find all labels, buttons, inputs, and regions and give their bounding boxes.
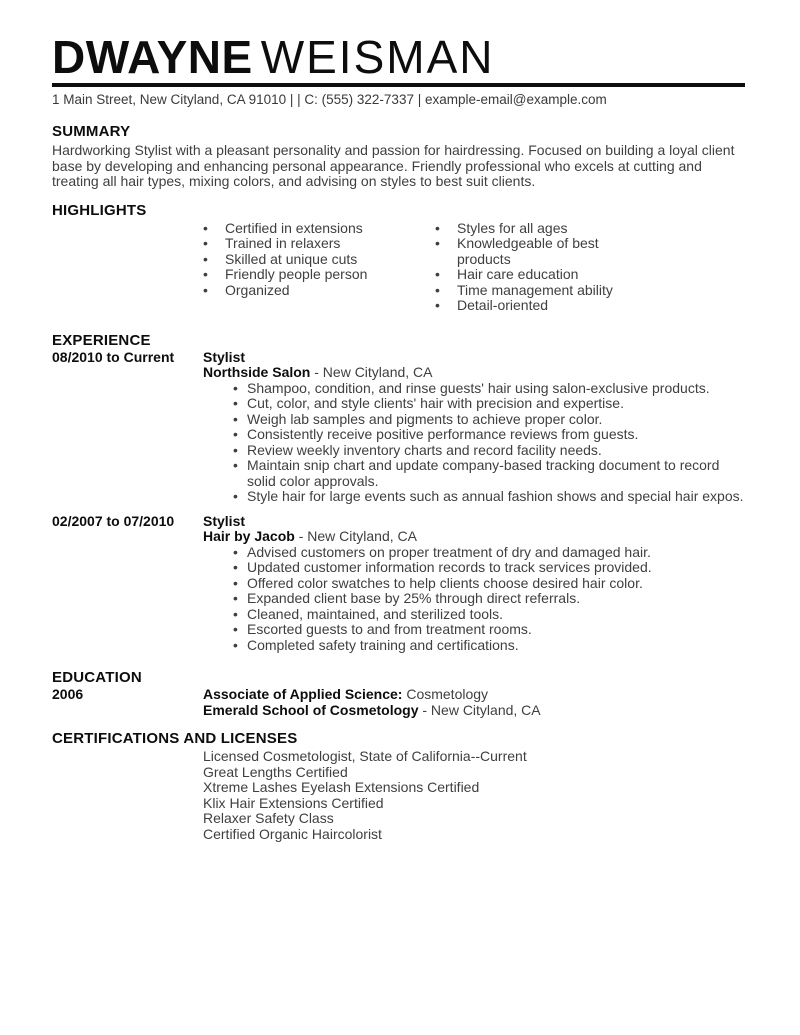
job-entry (52, 350, 745, 505)
highlight-item: • Knowledgeable of best products (435, 236, 637, 267)
education-school-location: - New Cityland, CA (422, 701, 541, 718)
certification-item: Klix Hair Extensions Certified (203, 794, 384, 811)
highlight-item: • Friendly people person (203, 267, 435, 283)
highlight-item: • Detail-oriented (435, 298, 637, 314)
header-rule (52, 83, 745, 87)
highlight-item: • Time management ability (435, 283, 637, 299)
certifications-list (203, 749, 745, 842)
job-company: Hair by Jacob (203, 528, 295, 544)
education-heading: EDUCATION (52, 669, 142, 686)
resume-header (52, 31, 745, 108)
job-bullet: • Expanded client base by 25% through direct referrals. (233, 591, 745, 607)
education-degree: Associate of Applied Science: (203, 686, 403, 702)
education-section (52, 669, 745, 718)
summary-text: Hardworking Stylist with a pleasant personality and passion for hairdressing. Focused on building a loyal client base by developing and enhancing personal appearance. Friendly professional who excels at cutting and treating all hair types, mixing colors, and advising on styles to best suit clients. (52, 142, 735, 189)
job-bullet: • Completed safety training and certifications. (233, 638, 745, 654)
highlights-columns (203, 221, 745, 314)
job-bullet: • Offered color swatches to help clients choose desired hair color. (233, 576, 745, 592)
job-dates: 08/2010 to Current (52, 348, 175, 365)
certification-item: Certified Organic Haircolorist (203, 825, 382, 842)
education-year: 2006 (52, 686, 84, 702)
certification-item: Xtreme Lashes Eyelash Extensions Certified (203, 779, 480, 795)
summary-section (52, 123, 745, 190)
job-bullet: • Weigh lab samples and pigments to achieve proper color. (233, 412, 745, 428)
job-details (203, 350, 745, 505)
highlight-item: • Trained in relaxers (203, 236, 435, 252)
job-entry (52, 514, 745, 654)
first-name: DWAYNE (52, 31, 253, 83)
certification-item: Great Lengths Certified (203, 763, 348, 780)
education-degree-line (203, 687, 745, 703)
education-school: Emerald School of Cosmetology (203, 701, 419, 718)
job-bullet: • Updated customer information records to track services provided. (233, 560, 745, 576)
job-bullet: • Cut, color, and style clients' hair with precision and expertise. (233, 396, 745, 412)
education-entry (52, 687, 745, 718)
job-bullet: • Review weekly inventory charts and record facility needs. (233, 443, 745, 459)
highlight-item: • Styles for all ages (435, 221, 637, 237)
person-name (52, 31, 745, 83)
education-details (203, 687, 745, 718)
job-bullet: • Consistently receive positive performance reviews from guests. (233, 427, 745, 443)
job-company-line (203, 365, 745, 381)
contact-line: 1 Main Street, New Cityland, CA 91010 | | C: (555) 322-7337 | example-email@example.com (52, 92, 607, 107)
job-bullet: • Escorted guests to and from treatment rooms. (233, 622, 745, 638)
experience-heading: EXPERIENCE (52, 331, 151, 349)
job-company: Northside Salon (203, 364, 311, 380)
summary-heading: SUMMARY (52, 123, 131, 140)
experience-section (52, 332, 745, 654)
highlight-item: • Certified in extensions (203, 221, 435, 237)
last-name: WEISMAN (260, 31, 495, 83)
job-role: Stylist (203, 348, 246, 365)
job-role: Stylist (203, 512, 246, 529)
education-school-line (203, 703, 745, 719)
certification-item: Licensed Cosmetologist, State of California--Current (203, 748, 527, 764)
job-company-line (203, 529, 745, 545)
job-bullet: • Style hair for large events such as annual fashion shows and special hair expos. (233, 489, 745, 505)
highlight-item: • Organized (203, 283, 435, 299)
job-bullet-list (203, 545, 745, 654)
education-field: Cosmetology (406, 686, 489, 702)
certifications-heading: CERTIFICATIONS AND LICENSES (52, 730, 298, 747)
highlight-item: • Skilled at unique cuts (203, 252, 435, 268)
job-location: - New Cityland, CA (314, 364, 433, 380)
certification-item: Relaxer Safety Class (203, 810, 334, 826)
job-bullet-list (203, 381, 745, 505)
job-bullet: • Maintain snip chart and update company-based tracking document to record solid color approvals. (233, 458, 745, 489)
job-bullet: • Shampoo, condition, and rinse guests' hair using salon-exclusive products. (233, 381, 745, 397)
job-dates: 02/2007 to 07/2010 (52, 512, 175, 529)
job-bullet: • Advised customers on proper treatment of dry and damaged hair. (233, 545, 745, 561)
highlights-heading: HIGHLIGHTS (52, 201, 147, 219)
job-location: - New Cityland, CA (298, 528, 417, 544)
certifications-section (52, 730, 745, 842)
highlights-section (52, 202, 745, 314)
highlight-item: • Hair care education (435, 267, 637, 283)
highlights-column-1 (203, 221, 435, 314)
job-bullet: • Cleaned, maintained, and sterilized tools. (233, 607, 745, 623)
job-details (203, 514, 745, 654)
highlights-column-2 (435, 221, 637, 314)
